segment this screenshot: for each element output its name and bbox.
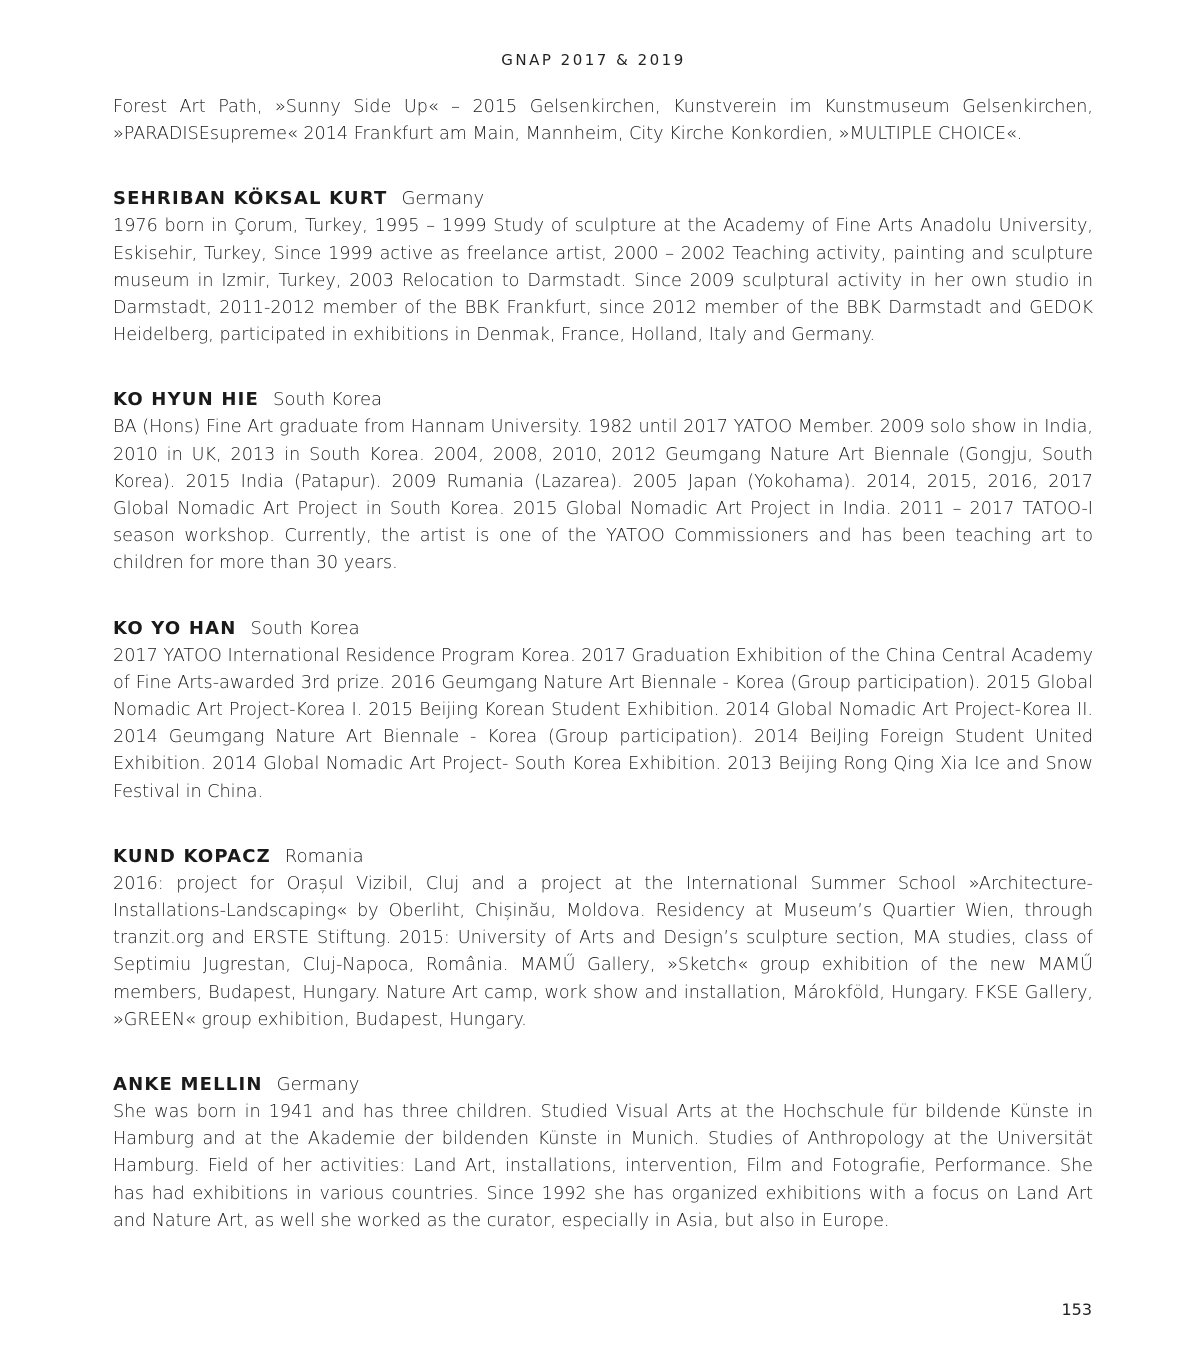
running-head: GNAP 2017 & 2019 [501, 51, 686, 69]
artist-country: Romania [284, 845, 364, 867]
artist-country: South Korea [273, 389, 383, 411]
artist-bio: 1976 born in Çorum, Turkey, 1995 – 1999 Study of sculpture at the Academy of Fine Arts Anadolu University, Eskisehir, Turkey, Since 1999 active as freelance artist, 2000 – 2002 Teaching activity, painting and sculpture museum in Izmir, Turkey, 2003 Relocation to Darmstadt. Since 2009 sculptural activity in her own studio in Darmstadt, 2011-2012 member of the BBK Frankfurt, since 2012 member of the BBK Darmstadt and GEDOK Heidelberg, participated in exhibitions in Denmak, France, Holland, Italy and Germany. [113, 216, 1093, 346]
artist-heading [113, 1071, 1093, 1099]
artist-name: SEHRIBAN KÖKSAL KURT [113, 188, 388, 210]
artist-name: KUND KOPACZ [113, 845, 271, 867]
artist-bio: 2016: project for Orașul Vizibil, Cluj and a project at the International Summer School »Architecture-Installations-Landscaping« by Oberliht, Chișinău, Moldova. Residency at Museum’s Quartier Wien, through tranzit.org and ERSTE Stiftung. 2015: University of Arts and Design’s sculpture section, MA studies, class of Septimiu Jugrestan, Cluj-Napoca, România. MAMŰ Gallery, »Sketch« group exhibition of the new MAMŰ members, Budapest, Hungary. Nature Art camp, work show and installation, Márokföld, Hungary. FKSE Gallery, »GREEN« group exhibition, Budapest, Hungary. [113, 873, 1093, 1030]
intro-paragraph: Forest Art Path, »Sunny Side Up« – 2015 Gelsenkirchen, Kunstverein im Kunstmuseum Gelsenkirchen, »PARADISEsupreme« 2014 Frankfurt am Main, Mannheim, City Kirche Konkordien, »MULTIPLE CHOICE«. [113, 97, 1093, 145]
artist-heading [113, 185, 1093, 213]
artist-bio: She was born in 1941 and has three children. Studied Visual Arts at the Hochschule für bildende Künste in Hamburg and at the Akademie der bildenden Künste in Munich. Studies of Anthropology at the Universität Hamburg. Field of her activities: Land Art, installations, intervention, Film and Fotografie, Performance. She has had exhibitions in various countries. Since 1992 she has organized exhibitions with a focus on Land Art and Nature Art, as well she worked as the curator, especially in Asia, but also in Europe. [113, 1102, 1093, 1231]
page-number: 153 [1061, 1300, 1092, 1319]
artist-country: Germany [276, 1074, 360, 1096]
artist-bio: BA (Hons) Fine Art graduate from Hannam University. 1982 until 2017 YATOO Member. 2009 solo show in India, 2010 in UK, 2013 in South Korea. 2004, 2008, 2010, 2012 Geumgang Nature Art Biennale (Gongju, South Korea). 2015 India (Patapur). 2009 Rumania (Lazarea). 2005 Japan (Yokohama). 2014, 2015, 2016, 2017 Global Nomadic Art Project in South Korea. 2015 Global Nomadic Art Project in India. 2011 – 2017 TATOO-I season workshop. Currently, the artist is one of the YATOO Commissioners and has been teaching art to children for more than 30 years. [113, 417, 1093, 574]
artist-entry [113, 615, 1093, 806]
artist-heading [113, 615, 1093, 643]
artist-name: KO HYUN HIE [113, 389, 260, 411]
artist-entry [113, 386, 1093, 577]
artist-bio: 2017 YATOO International Residence Program Korea. 2017 Graduation Exhibition of the China Central Academy of Fine Arts-awarded 3rd prize. 2016 Geumgang Nature Art Biennale - Korea (Group participation). 2015 Global Nomadic Art Project-Korea I. 2015 Beijing Korean Student Exhibition. 2014 Global Nomadic Art Project-Korea II. 2014 Geumgang Nature Art Biennale - Korea (Group participation). 2014 BeiJing Foreign Student United Exhibition. 2014 Global Nomadic Art Project- South Korea Exhibition. 2013 Beijing Rong Qing Xia Ice and Snow Festival in China. [113, 645, 1093, 802]
artist-name: KO YO HAN [113, 617, 237, 639]
artist-country: South Korea [250, 617, 360, 639]
artist-entry [113, 843, 1093, 1034]
artist-heading [113, 386, 1093, 414]
artist-country: Germany [401, 188, 485, 210]
artist-entry [113, 1071, 1093, 1235]
artist-entry [113, 185, 1093, 349]
page-content [113, 94, 1093, 1235]
artist-name: ANKE MELLIN [113, 1074, 263, 1096]
artist-heading [113, 843, 1093, 871]
